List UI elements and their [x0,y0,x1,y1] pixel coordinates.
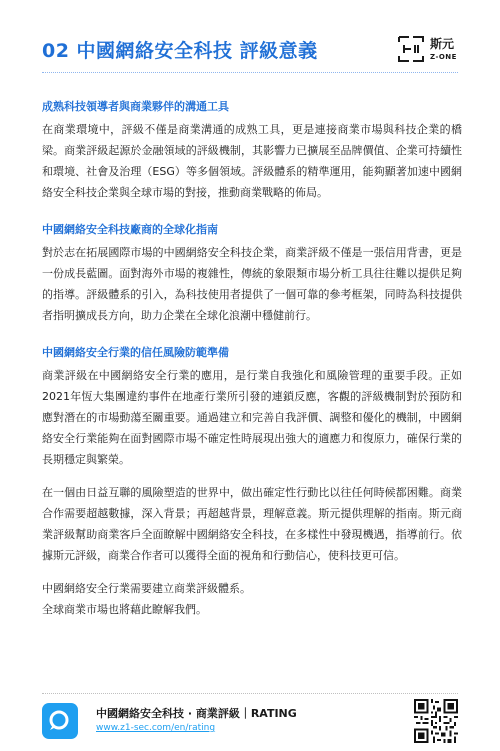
section-paragraph: 在一個由日益互聯的風險塑造的世界中，做出確定性行動比以往任何時候都困難。商業合作需要超越數據，深入背景；再超越背景，理解意義。斯元提供理解的指南。斯元商業評級幫助商業客戶全面瞭解中國網絡安全科技，在多樣性中發現機遇，指導前行。依據斯元評級，商業合作者可以獲得全面的視角和行動信心，使科技更可信。 [42,486,462,562]
footer-title: 中國網絡安全科技 · 商業評級｜RATING [96,707,297,720]
page-title: 02 中國網絡安全科技 評級意義 [42,40,318,62]
section-paragraph: 對於志在拓展國際市場的中國網絡安全科技企業，商業評級不僅是一張信用背書，更是一份成長藍圖。面對海外市場的複雜性，傳統的象限類市場分析工具往往難以提供足夠的指導。評級體系的引入，為科技使用者提供了一個可靠的參考框架，同時為科技提供者指明擴成長方向，助力企業在全球化浪潮中穩健前行。 [42,246,462,322]
section-heading: 成熟科技領導者與商業夥伴的溝通工具 [42,100,229,113]
section-communication-tool [42,98,462,203]
brand-logo [398,36,464,66]
logo-text: 斯元 [430,37,455,51]
main-content [42,98,462,638]
section-globalization-guide [42,221,462,326]
logo-subtext: Z-ONE [430,53,457,61]
section-trust-risk [42,344,462,620]
page-footer [0,693,500,751]
search-icon [42,703,78,739]
logo-mark-icon [398,36,424,62]
section-paragraph: 商業評級在中國網絡安全行業的應用，是行業自我強化和風險管理的重要手段。正如2021年恆大集團違約事件在地產行業所引發的連鎖反應，客觀的評級機制對於預防和應對潛在的市場動蕩至關重要。通過建立和完善自我評價、調整和優化的機制，中國網絡安全行業能夠在面對國際市場不確定性時展現出強大的適應力和復原力，確保行業的長期穩定與繁榮。 [42,369,462,466]
qr-code-icon [414,699,458,743]
title-divider [42,72,458,73]
footer-divider [42,693,458,694]
page-header [0,0,500,80]
section-paragraph: 在商業環境中，評級不僅是商業溝通的成熟工具，更是連接商業市場與科技企業的橋梁。商業評級起源於金融領域的評級機制，其影響力已擴展至品牌價值、企業可持續性和環境、社會及治理（ESG）等多個領域。評級體系的精準運用，能夠顯著加速中國網絡安全科技企業與全球市場的對接，推動商業戰略的佈局。 [42,123,462,199]
section-heading: 中國網絡安全行業的信任風險防範準備 [42,346,229,359]
section-heading: 中國網絡安全科技廠商的全球化指南 [42,223,218,236]
footer-link[interactable]: www.z1-sec.com/en/rating [96,723,216,733]
closing-statement: 中國網絡安全行業需要建立商業評級體系。 全球商業市場也將藉此瞭解我們。 [42,582,251,616]
